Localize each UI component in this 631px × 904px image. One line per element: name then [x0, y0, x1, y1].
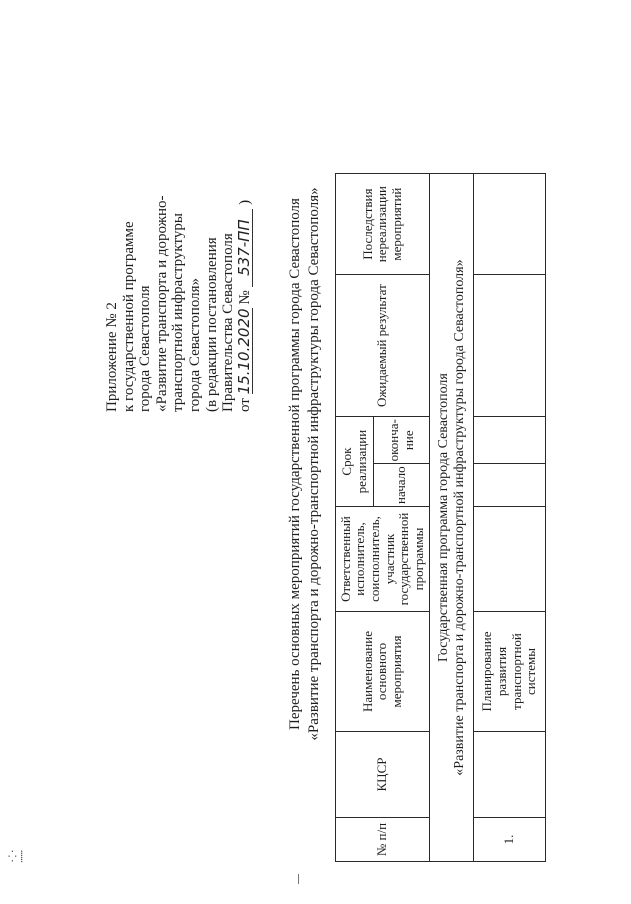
table-row	[474, 174, 546, 862]
header-kcsr: КЦСР	[336, 732, 430, 818]
program-span-row	[430, 174, 474, 862]
closing-paren: )	[236, 199, 253, 205]
cell-responsible	[474, 507, 546, 612]
handwritten-date: 15.10.2020	[234, 308, 253, 395]
header-name: Наименование основного мероприятия	[336, 612, 430, 732]
cell-start	[474, 464, 546, 507]
cell-expected	[474, 275, 546, 417]
header-expected: Ожидаемый результат	[336, 275, 430, 417]
appendix-line: «Развитие транспорта и дорожно-	[153, 195, 170, 412]
span-line-2: «Развитие транспорта и дорожно-транспортной инфраструктуры города Севастополя»	[451, 259, 467, 776]
appendix-line: к государственной программе	[120, 221, 137, 412]
cell-num: 1.	[474, 818, 546, 862]
header-term-start: начало	[374, 464, 430, 507]
title-line-2: «Развитие транспорта и дорожно-транспортной инфраструктуры города Севастополя»	[306, 187, 322, 741]
appendix-line: Приложение № 2	[104, 302, 120, 412]
scan-artifact-mark: ⁛ ⸽	[7, 849, 24, 863]
appendix-header	[104, 72, 253, 412]
header-responsible: Ответственный исполнитель, соисполнитель, участник государственной программы	[336, 507, 430, 612]
header-num: № п/п	[336, 818, 430, 862]
document-title	[286, 144, 324, 784]
appendix-line: города Севастополя»	[186, 277, 203, 412]
span-line-1: Государственная программа города Севастополя	[435, 373, 451, 662]
appendix-line: города Севастополя	[137, 285, 154, 412]
cell-name: Планирование развития транспортной системы	[474, 612, 546, 732]
measures-table	[335, 173, 546, 862]
header-term: Срок реализации	[336, 417, 374, 507]
from-prefix: от	[236, 398, 253, 412]
handwritten-number: 537-ПП	[237, 209, 253, 287]
number-sign: №	[236, 290, 253, 305]
header-term-end: оконча-ние	[374, 417, 430, 464]
appendix-date-line	[234, 72, 254, 412]
appendix-line: транспортной инфраструктуры	[170, 213, 187, 412]
cell-end	[474, 417, 546, 464]
appendix-line: (в редакции постановления	[203, 237, 220, 412]
header-consequences: Последствия нереализации мероприятий	[336, 174, 430, 275]
cell-consequences	[474, 174, 546, 275]
title-line-1: Перечень основных мероприятий государственной программы города Севастополя	[287, 198, 303, 730]
appendix-line: Правительства Севастополя	[220, 233, 237, 412]
margin-dash-mark	[298, 874, 299, 884]
cell-kcsr	[474, 732, 546, 818]
